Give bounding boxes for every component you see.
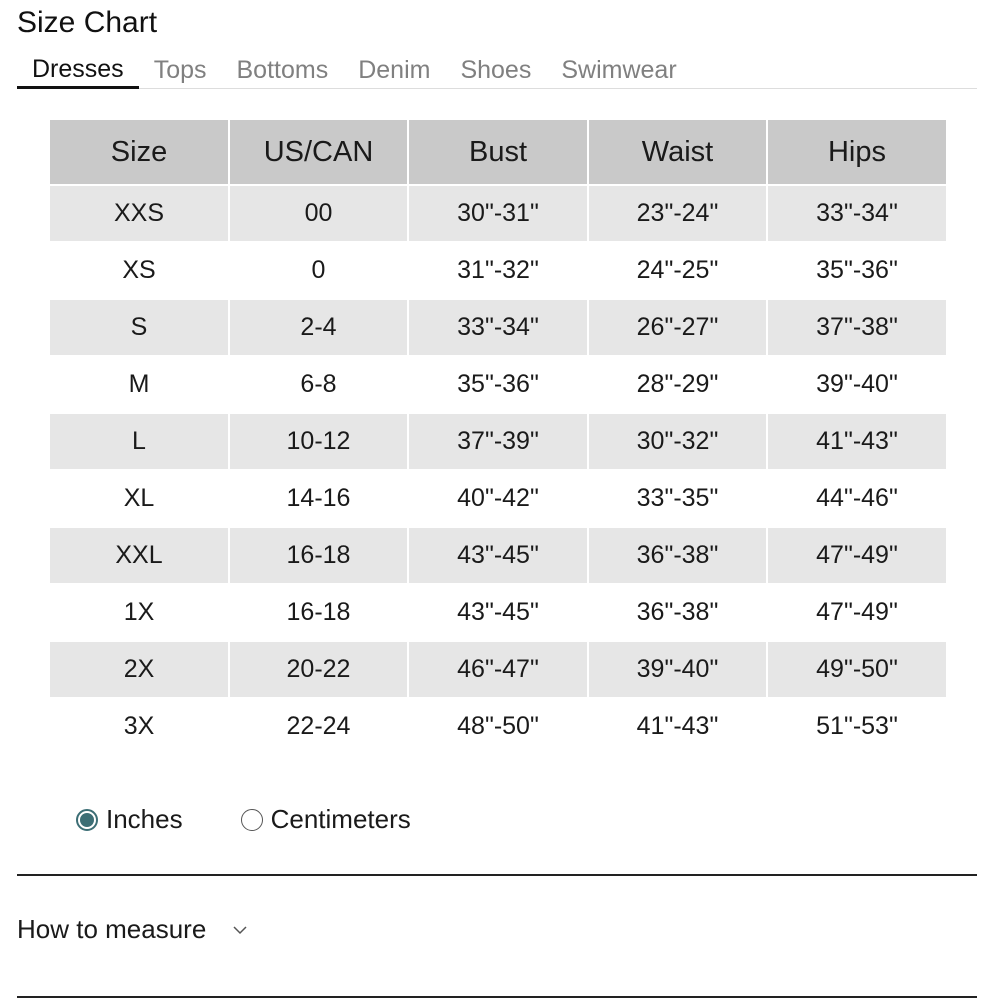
cell-hips: 35"-36" bbox=[768, 243, 946, 298]
how-to-measure-toggle[interactable] bbox=[17, 914, 248, 945]
cell-size: 2X bbox=[50, 642, 228, 697]
page-title: Size Chart bbox=[17, 6, 158, 39]
radio-centimeters[interactable] bbox=[241, 809, 263, 831]
tab-dresses[interactable]: Dresses bbox=[17, 53, 139, 89]
divider bbox=[17, 996, 977, 998]
cell-hips: 47"-49" bbox=[768, 585, 946, 640]
cell-waist: 23"-24" bbox=[589, 186, 766, 241]
how-to-measure-label: How to measure bbox=[17, 914, 207, 944]
table-row bbox=[50, 528, 946, 583]
tab-denim[interactable]: Denim bbox=[358, 55, 431, 84]
unit-selector bbox=[76, 804, 411, 835]
unit-label-centimeters: Centimeters bbox=[270, 804, 411, 834]
cell-us-can: 2-4 bbox=[230, 300, 407, 355]
cell-us-can: 10-12 bbox=[230, 414, 407, 469]
cell-waist: 41"-43" bbox=[589, 699, 766, 754]
cell-size: XL bbox=[50, 471, 228, 526]
cell-size: S bbox=[50, 300, 228, 355]
unit-label-inches: Inches bbox=[106, 804, 183, 834]
cell-bust: 43"-45" bbox=[409, 528, 587, 583]
cell-bust: 30"-31" bbox=[409, 186, 587, 241]
cell-waist: 36"-38" bbox=[589, 528, 766, 583]
tab-bottoms[interactable]: Bottoms bbox=[236, 55, 329, 84]
table-row bbox=[50, 585, 946, 640]
cell-us-can: 20-22 bbox=[230, 642, 407, 697]
cell-bust: 40"-42" bbox=[409, 471, 587, 526]
cell-waist: 30"-32" bbox=[589, 414, 766, 469]
cell-size: M bbox=[50, 357, 228, 412]
category-tabs bbox=[17, 50, 977, 89]
cell-bust: 35"-36" bbox=[409, 357, 587, 412]
cell-bust: 31"-32" bbox=[409, 243, 587, 298]
cell-waist: 28"-29" bbox=[589, 357, 766, 412]
cell-hips: 47"-49" bbox=[768, 528, 946, 583]
tab-shoes[interactable]: Shoes bbox=[460, 55, 532, 84]
cell-hips: 44"-46" bbox=[768, 471, 946, 526]
cell-us-can: 14-16 bbox=[230, 471, 407, 526]
divider bbox=[17, 874, 977, 876]
cell-hips: 33"-34" bbox=[768, 186, 946, 241]
cell-us-can: 16-18 bbox=[230, 528, 407, 583]
cell-bust: 37"-39" bbox=[409, 414, 587, 469]
cell-size: XXS bbox=[50, 186, 228, 241]
unit-option-inches[interactable] bbox=[76, 804, 183, 835]
table-header-row bbox=[50, 120, 946, 184]
cell-hips: 49"-50" bbox=[768, 642, 946, 697]
cell-waist: 36"-38" bbox=[589, 585, 766, 640]
cell-waist: 33"-35" bbox=[589, 471, 766, 526]
table-row bbox=[50, 699, 946, 754]
cell-us-can: 16-18 bbox=[230, 585, 407, 640]
unit-option-centimeters[interactable] bbox=[241, 804, 411, 835]
cell-bust: 48"-50" bbox=[409, 699, 587, 754]
cell-bust: 33"-34" bbox=[409, 300, 587, 355]
cell-hips: 51"-53" bbox=[768, 699, 946, 754]
cell-waist: 24"-25" bbox=[589, 243, 766, 298]
table-row bbox=[50, 186, 946, 241]
cell-bust: 43"-45" bbox=[409, 585, 587, 640]
cell-size: 3X bbox=[50, 699, 228, 754]
cell-us-can: 6-8 bbox=[230, 357, 407, 412]
cell-size: L bbox=[50, 414, 228, 469]
cell-size: XXL bbox=[50, 528, 228, 583]
radio-selected-dot bbox=[80, 813, 94, 827]
size-table bbox=[48, 118, 948, 756]
cell-size: 1X bbox=[50, 585, 228, 640]
cell-us-can: 0 bbox=[230, 243, 407, 298]
table-row bbox=[50, 642, 946, 697]
column-header-hips: Hips bbox=[768, 120, 946, 184]
tab-tops[interactable]: Tops bbox=[153, 55, 207, 84]
table-row bbox=[50, 300, 946, 355]
cell-waist: 39"-40" bbox=[589, 642, 766, 697]
cell-hips: 39"-40" bbox=[768, 357, 946, 412]
cell-us-can: 22-24 bbox=[230, 699, 407, 754]
table-row bbox=[50, 414, 946, 469]
tab-swimwear[interactable]: Swimwear bbox=[561, 55, 677, 84]
cell-hips: 41"-43" bbox=[768, 414, 946, 469]
column-header-waist: Waist bbox=[589, 120, 766, 184]
table-row bbox=[50, 357, 946, 412]
cell-size: XS bbox=[50, 243, 228, 298]
column-header-bust: Bust bbox=[409, 120, 587, 184]
cell-hips: 37"-38" bbox=[768, 300, 946, 355]
cell-bust: 46"-47" bbox=[409, 642, 587, 697]
table-row bbox=[50, 243, 946, 298]
column-header-size: Size bbox=[50, 120, 228, 184]
radio-inches[interactable] bbox=[76, 809, 98, 831]
cell-us-can: 00 bbox=[230, 186, 407, 241]
cell-waist: 26"-27" bbox=[589, 300, 766, 355]
chevron-down-icon bbox=[232, 922, 248, 938]
column-header-us-can: US/CAN bbox=[230, 120, 407, 184]
table-row bbox=[50, 471, 946, 526]
